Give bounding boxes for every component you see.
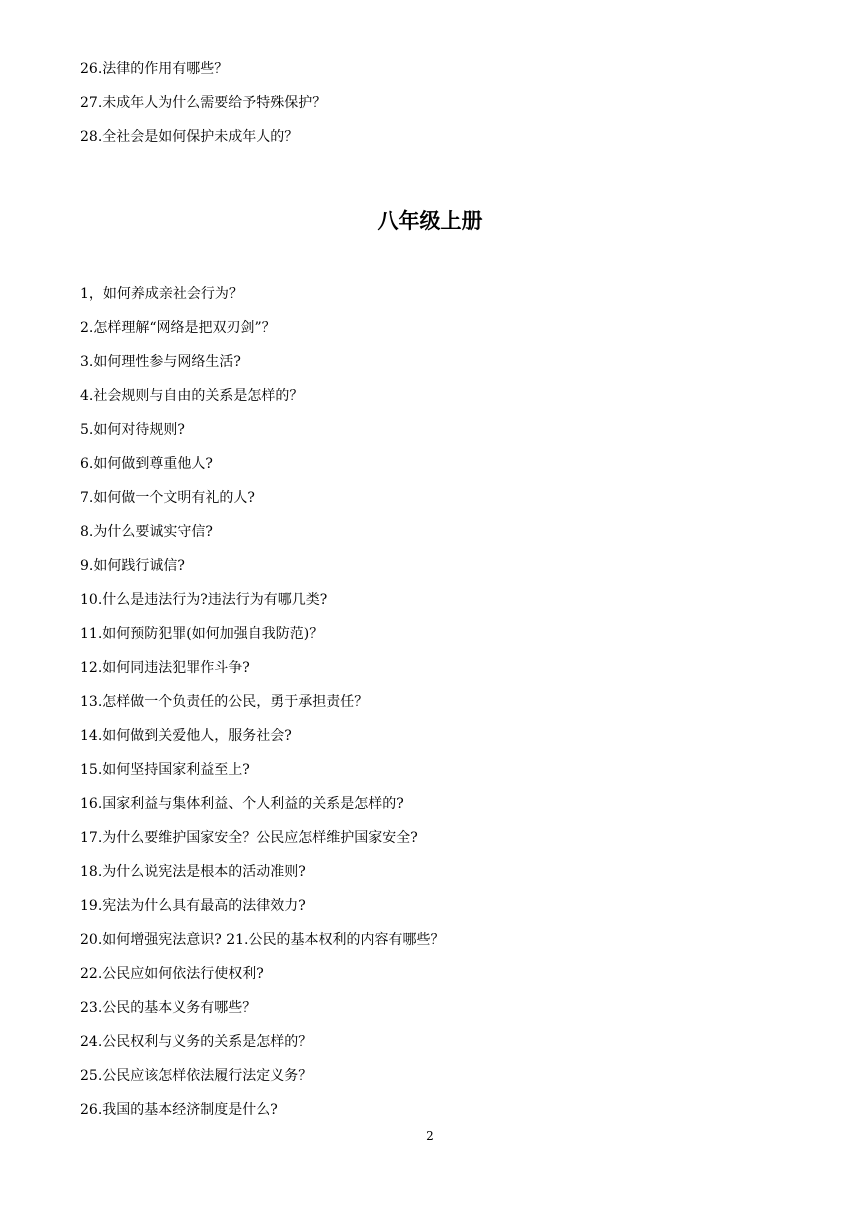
question-item: 26.我国的基本经济制度是什么? — [80, 1102, 278, 1118]
question-item: 17.为什么要维护国家安全？公民应怎样维护国家安全? — [80, 830, 418, 846]
question-item: 7.如何做一个文明有礼的人? — [80, 490, 255, 506]
question-item: 6.如何做到尊重他人? — [80, 456, 213, 472]
question-item: 15.如何坚持国家利益至上? — [80, 762, 250, 778]
question-item: 8.为什么要诚实守信? — [80, 524, 213, 540]
question-item: 13.怎样做一个负责任的公民，勇于承担责任？ — [80, 694, 369, 710]
section-title: 八年级上册 — [377, 209, 483, 233]
question-item: 5.如何对待规则? — [80, 422, 185, 438]
question-item: 14.如何做到关爱他人，服务社会? — [80, 728, 292, 744]
question-item: 22.公民应如何依法行使权利? — [80, 966, 264, 982]
question-item: 3.如何理性参与网络生活? — [80, 354, 241, 370]
question-item: 20.如何增强宪法意识? 21.公民的基本权利的内容有哪些？ — [80, 932, 445, 948]
question-item: 24.公民权利与义务的关系是怎样的？ — [80, 1034, 313, 1050]
question-item: 16.国家利益与集体利益、个人利益的关系是怎样的? — [80, 796, 404, 812]
page-number: 2 — [426, 1129, 434, 1143]
question-item: 4.社会规则与自由的关系是怎样的？ — [80, 388, 304, 404]
question-item: 26.法律的作用有哪些？ — [80, 61, 229, 77]
question-list — [80, 283, 444, 1133]
question-item: 12.如何同违法犯罪作斗争? — [80, 660, 250, 676]
question-item: 23.公民的基本义务有哪些？ — [80, 1000, 257, 1016]
question-item: 2.怎样理解“网络是把双刃剑”？ — [80, 320, 276, 336]
question-item: 25.公民应该怎样依法履行法定义务？ — [80, 1068, 313, 1084]
question-item: 9.如何践行诚信? — [80, 558, 185, 574]
question-item: 11.如何预防犯罪(如何加强自我防范)？ — [80, 626, 324, 642]
question-item: 10.什么是违法行为?违法行为有哪几类? — [80, 592, 328, 608]
question-item: 19.宪法为什么具有最高的法律效力? — [80, 898, 306, 914]
question-item: 1，如何养成亲社会行为？ — [80, 286, 243, 302]
question-item: 27.未成年人为什么需要给予特殊保护？ — [80, 95, 327, 111]
previous-question-list — [80, 58, 326, 160]
question-item: 28.全社会是如何保护未成年人的？ — [80, 129, 299, 145]
question-item: 18.为什么说宪法是根本的活动准则? — [80, 864, 306, 880]
